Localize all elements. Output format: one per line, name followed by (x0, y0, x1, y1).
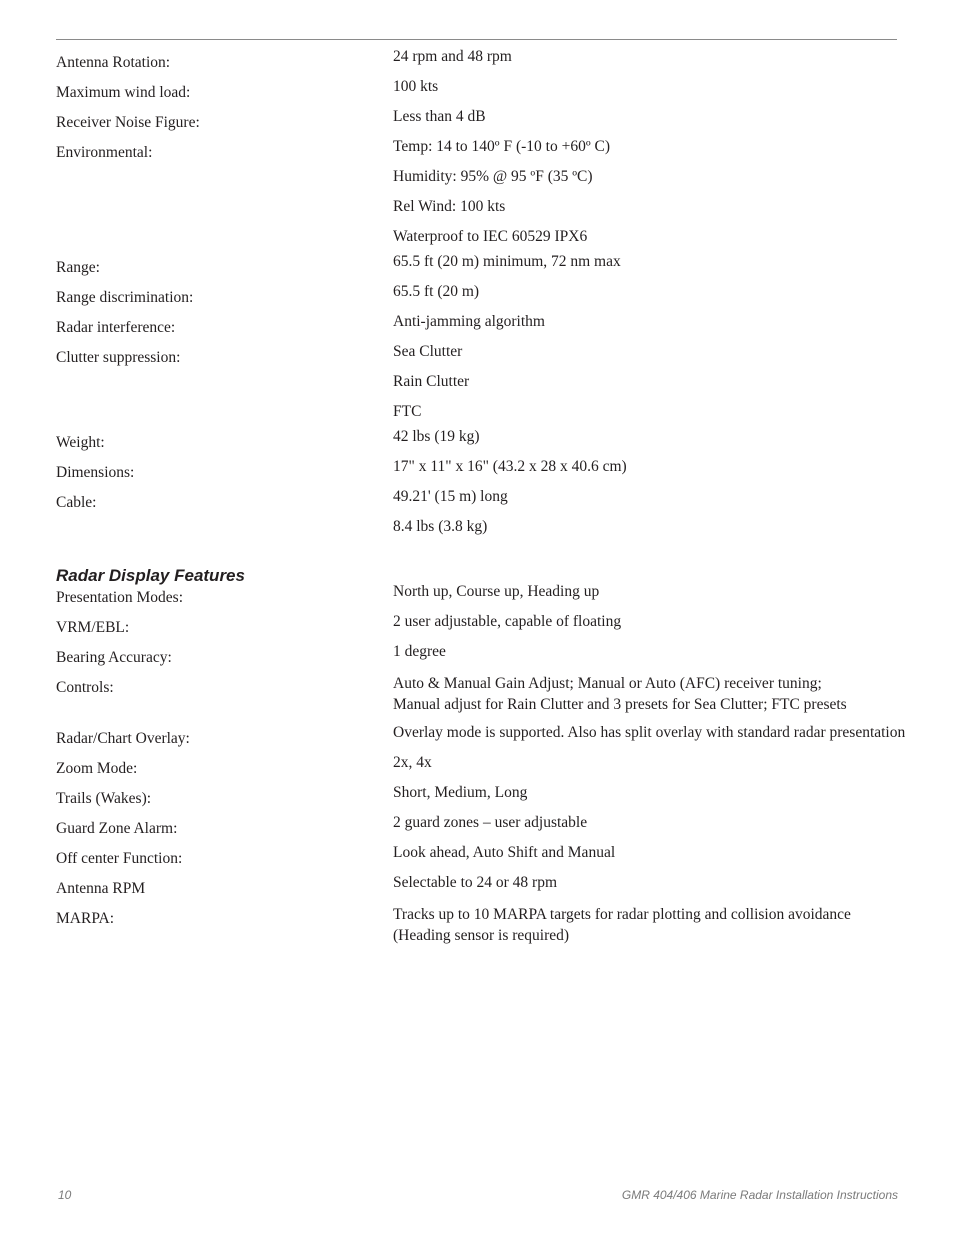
spec-label: VRM/EBL: (56, 619, 130, 636)
spec-value: 2x, 4x (393, 754, 432, 771)
spec-label: Presentation Modes: (56, 589, 183, 606)
spec-value: 65.5 ft (20 m) minimum, 72 nm max (393, 253, 621, 270)
spec-label: Off center Function: (56, 850, 183, 867)
spec-value: North up, Course up, Heading up (393, 583, 600, 600)
spec-label: Antenna RPM (56, 880, 146, 897)
spec-label: Radar interference: (56, 319, 176, 336)
spec-label: Controls: (56, 679, 114, 696)
spec-value: FTC (393, 403, 422, 420)
spec-value: Temp: 14 to 140º F (-10 to +60º C) (393, 138, 611, 155)
spec-label: Guard Zone Alarm: (56, 820, 178, 837)
spec-label: Cable: (56, 494, 97, 511)
spec-row (56, 342, 897, 427)
spec-row (56, 642, 897, 672)
spec-value: Short, Medium, Long (393, 784, 528, 801)
spec-row (56, 137, 897, 252)
section-heading: Radar Display Features (56, 566, 245, 585)
spec-value: Tracks up to 10 MARPA targets for radar plotting and collision avoidance (393, 906, 851, 923)
spec-values (393, 487, 897, 542)
spec-label: Trails (Wakes): (56, 790, 152, 807)
document-title: GMR 404/406 Marine Radar Installation Instructions (621, 1188, 898, 1202)
page-number: 10 (58, 1188, 72, 1202)
spec-value: 1 degree (393, 643, 446, 660)
spec-row (56, 903, 897, 954)
spec-values (393, 873, 897, 903)
general-specs-table (56, 47, 897, 542)
header-rule (56, 39, 897, 40)
spec-value: 24 rpm and 48 rpm (393, 48, 512, 65)
spec-value: Look ahead, Auto Shift and Manual (393, 844, 616, 861)
spec-value: 100 kts (393, 78, 439, 95)
spec-label: Radar/Chart Overlay: (56, 730, 190, 747)
spec-value: Manual adjust for Rain Clutter and 3 presets for Sea Clutter; FTC presets (393, 696, 847, 713)
spec-label: Dimensions: (56, 464, 135, 481)
spec-value: Rel Wind: 100 kts (393, 198, 506, 215)
spec-label: Range: (56, 259, 100, 276)
spec-value: Humidity: 95% @ 95 ºF (35 ºC) (393, 168, 593, 185)
spec-row (56, 672, 897, 723)
spec-label: Range discrimination: (56, 289, 194, 306)
spec-label: MARPA: (56, 910, 115, 927)
spec-value: Anti-jamming algorithm (393, 313, 545, 330)
spec-value: 42 lbs (19 kg) (393, 428, 480, 445)
spec-label: Zoom Mode: (56, 760, 138, 777)
spec-value: Less than 4 dB (393, 108, 486, 125)
spec-value: Auto & Manual Gain Adjust; Manual or Auto (AFC) receiver tuning; (393, 675, 822, 692)
spec-value: Waterproof to IEC 60529 IPX6 (393, 228, 588, 245)
spec-values (393, 137, 897, 252)
spec-value: 2 user adjustable, capable of floating (393, 613, 622, 630)
spec-label: Environmental: (56, 144, 153, 161)
spec-value: 2 guard zones – user adjustable (393, 814, 588, 831)
spec-value: Rain Clutter (393, 373, 470, 390)
spec-label: Clutter suppression: (56, 349, 181, 366)
spec-value: 65.5 ft (20 m) (393, 283, 480, 300)
spec-label: Weight: (56, 434, 105, 451)
spec-values (393, 642, 897, 672)
spec-row (56, 487, 897, 542)
spec-value: 49.21' (15 m) long (393, 488, 508, 505)
spec-label: Maximum wind load: (56, 84, 191, 101)
display-specs-table (56, 582, 906, 954)
spec-value: 17" x 11" x 16" (43.2 x 28 x 40.6 cm) (393, 458, 627, 475)
spec-label: Bearing Accuracy: (56, 649, 172, 666)
spec-value: Selectable to 24 or 48 rpm (393, 874, 557, 891)
spec-label: Receiver Noise Figure: (56, 114, 200, 131)
spec-values (393, 342, 897, 427)
spec-value: 8.4 lbs (3.8 kg) (393, 518, 488, 535)
spec-values (393, 904, 897, 954)
spec-values (393, 673, 897, 723)
spec-value: (Heading sensor is required) (393, 927, 570, 944)
spec-value: Sea Clutter (393, 343, 463, 360)
spec-row (56, 873, 897, 903)
spec-label: Antenna Rotation: (56, 54, 171, 71)
spec-value: Overlay mode is supported. Also has split overlay with standard radar presentation (393, 724, 906, 741)
